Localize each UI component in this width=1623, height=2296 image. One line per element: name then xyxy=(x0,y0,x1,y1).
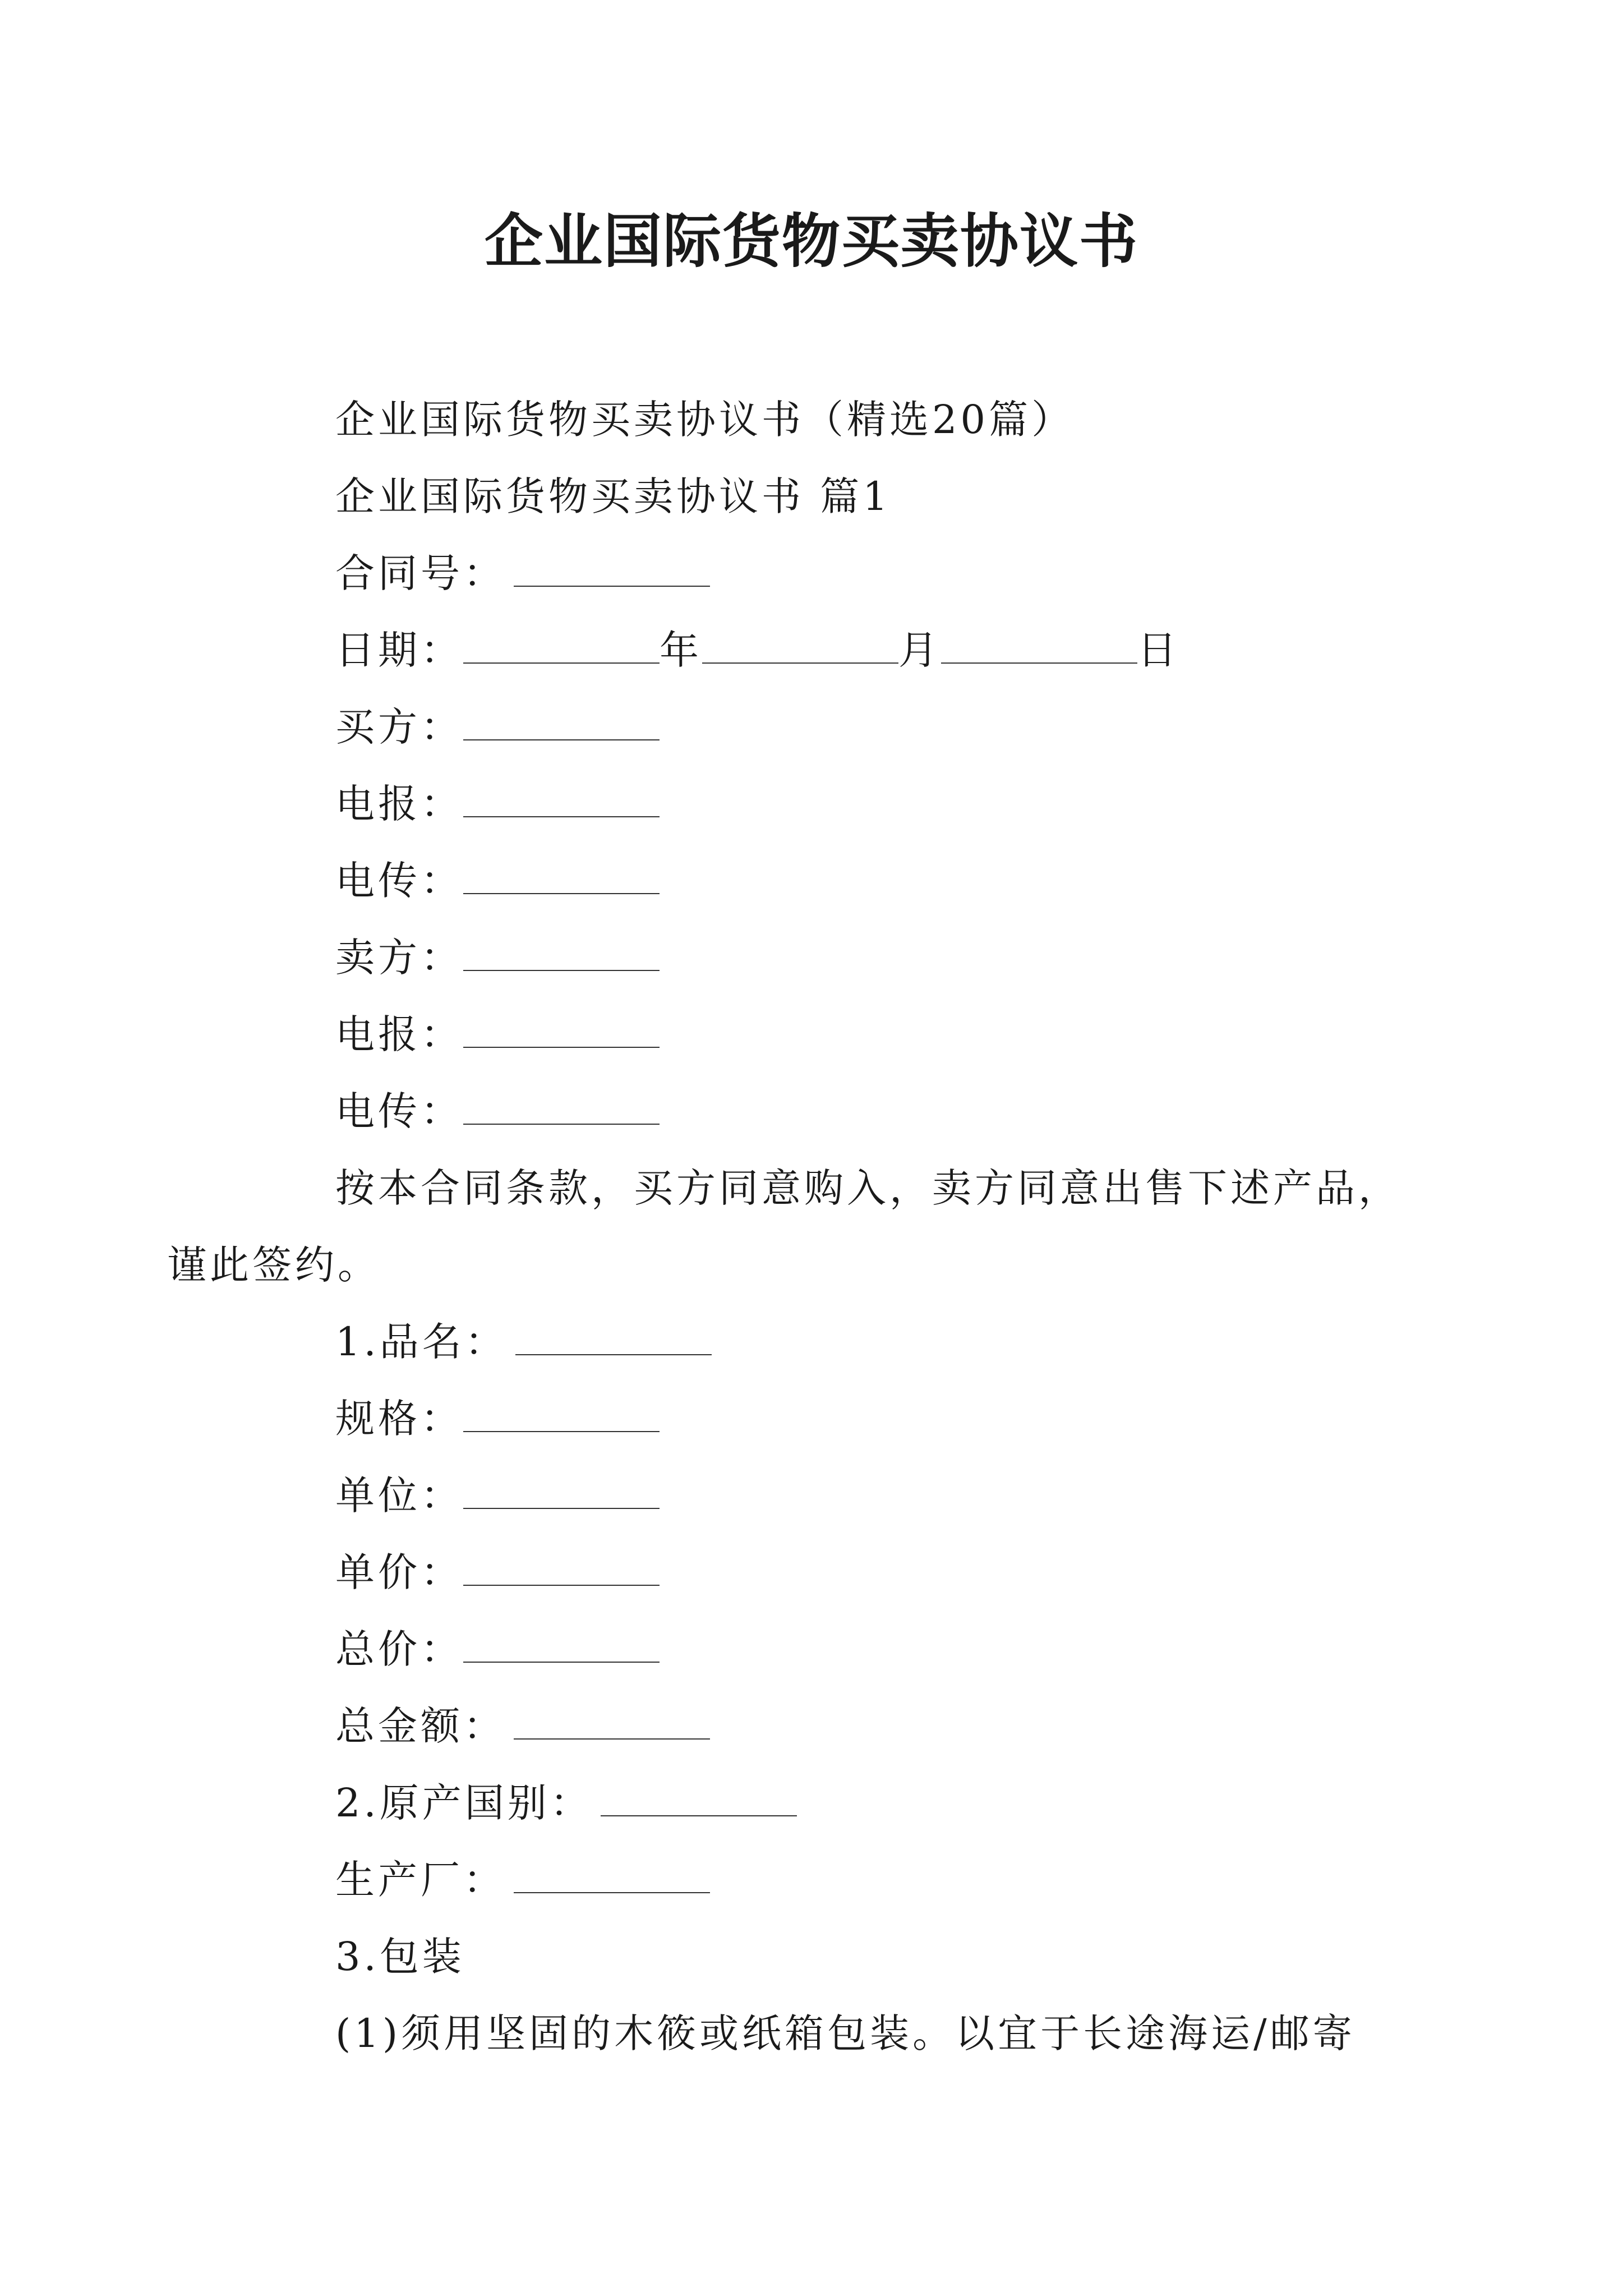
date-year-label: 年 xyxy=(660,627,702,673)
agreement-text-1: 按本合同条款，买方同意购入，卖方同意出售下述产品， xyxy=(335,1165,1401,1211)
buyer-telegram-label: 电报： xyxy=(335,781,463,827)
buyer-fax-line xyxy=(251,843,1390,919)
packing-heading-text: 3.包装 xyxy=(335,1934,465,1980)
buyer-fax-label: 电传： xyxy=(335,858,463,904)
unit-line xyxy=(251,1457,1390,1534)
date-label: 日期： xyxy=(335,627,463,673)
product-name-line xyxy=(251,1304,1390,1381)
product-name-blank xyxy=(515,1320,712,1355)
subtitle-text: 企业国际货物买卖协议书（精选20篇） xyxy=(335,397,1075,443)
origin-line xyxy=(251,1765,1390,1842)
seller-fax-label: 电传： xyxy=(335,1088,463,1134)
seller-blank xyxy=(463,936,660,971)
packing-heading xyxy=(251,1918,1390,1995)
product-name-label: 1.品名： xyxy=(335,1319,508,1365)
buyer-telegram-blank xyxy=(463,783,660,817)
article-heading-text: 企业国际货物买卖协议书 篇1 xyxy=(335,473,891,519)
total-amount-blank xyxy=(514,1705,710,1740)
total-amount-label: 总金额： xyxy=(335,1703,506,1749)
seller-fax-blank xyxy=(463,1090,660,1125)
document-title: 企业国际货物买卖协议书 xyxy=(484,206,1138,275)
date-year-blank xyxy=(463,629,660,664)
origin-blank xyxy=(601,1782,797,1816)
seller-label: 卖方： xyxy=(335,935,463,981)
buyer-fax-blank xyxy=(463,859,660,894)
seller-line xyxy=(251,919,1390,996)
total-price-blank xyxy=(463,1628,660,1663)
seller-telegram-blank xyxy=(463,1013,660,1048)
total-price-label: 总价： xyxy=(335,1626,463,1672)
spec-blank xyxy=(463,1397,660,1432)
date-day-blank xyxy=(941,629,1137,664)
packing-item-1 xyxy=(251,1995,1390,2072)
seller-telegram-label: 电报： xyxy=(335,1011,463,1057)
unit-blank xyxy=(463,1474,660,1509)
spec-line xyxy=(251,1381,1390,1457)
buyer-line xyxy=(251,689,1390,766)
origin-label: 2.原产国别： xyxy=(335,1780,593,1826)
document-body xyxy=(167,381,1401,2072)
manufacturer-line xyxy=(251,1842,1390,1918)
contract-no-label: 合同号： xyxy=(335,550,506,596)
total-amount-line xyxy=(251,1688,1390,1765)
date-month-blank xyxy=(702,629,898,664)
spec-label: 规格： xyxy=(335,1396,463,1442)
packing-item-1-text: (1)须用坚固的木筱或纸箱包装。以宜于长途海运/邮寄 xyxy=(335,2010,1355,2056)
agreement-paragraph-line2 xyxy=(167,1227,1390,1304)
manufacturer-label: 生产厂： xyxy=(335,1857,506,1903)
seller-fax-line xyxy=(251,1073,1390,1150)
agreement-text-2: 谨此签约。 xyxy=(167,1242,380,1288)
unit-price-label: 单价： xyxy=(335,1549,463,1595)
date-line xyxy=(251,612,1390,689)
buyer-blank xyxy=(463,706,660,740)
contract-no-blank xyxy=(514,552,710,587)
seller-telegram-line xyxy=(251,996,1390,1073)
unit-label: 单位： xyxy=(335,1473,463,1519)
date-day-label: 日 xyxy=(1137,627,1180,673)
agreement-paragraph-line1 xyxy=(251,1150,1401,1227)
article-heading xyxy=(251,458,1390,535)
subtitle xyxy=(251,381,1390,458)
unit-price-blank xyxy=(463,1551,660,1586)
unit-price-line xyxy=(251,1534,1390,1611)
manufacturer-blank xyxy=(514,1858,710,1893)
buyer-label: 买方： xyxy=(335,704,463,750)
contract-no-line xyxy=(251,535,1390,612)
buyer-telegram-line xyxy=(251,766,1390,843)
total-price-line xyxy=(251,1611,1390,1688)
date-month-label: 月 xyxy=(898,627,941,673)
